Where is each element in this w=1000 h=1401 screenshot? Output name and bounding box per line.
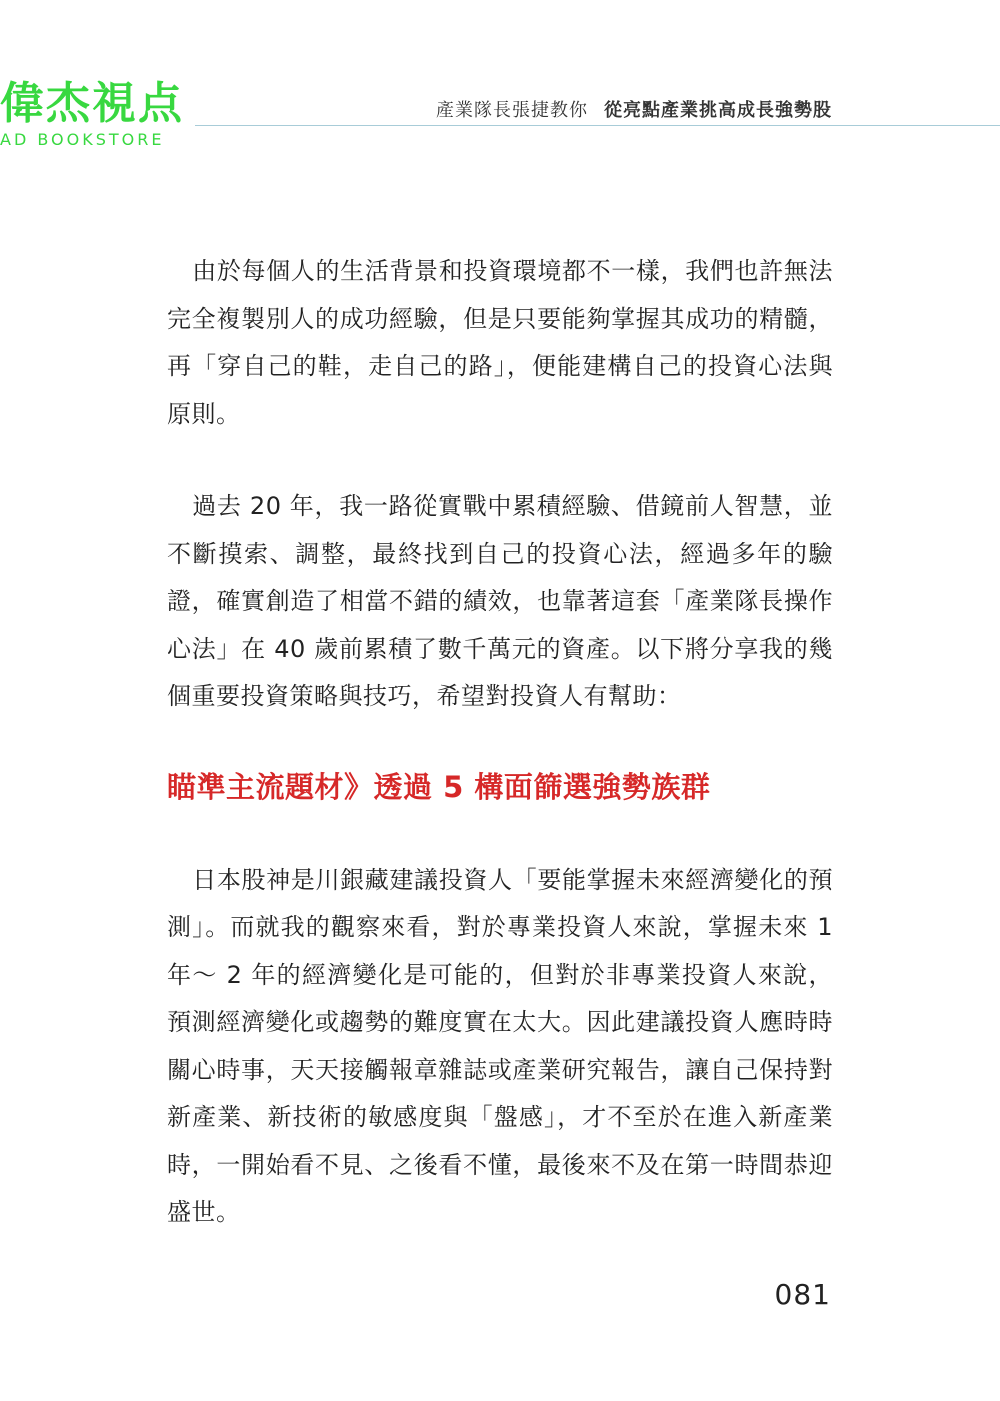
book-title: 產業隊長張捷教你	[436, 100, 588, 121]
body-paragraph-3: 日本股神是川銀藏建議投資人「要能掌握未來經濟變化的預測」。而就我的觀察來看，對於專業投資人來說，掌握未來 1 年～ 2 年的經濟變化是可能的，但對於非專業投資人來說，預測經濟變化或趨勢的難度實在太大。因此建議投資人應時時關心時事，天天接觸報章雜誌或產業研究報告，讓自己保持對新產業、新技術的敏感度與「盤感」，才不至於在進入新產業時，一開始看不見、之後看不懂，最後來不及在第一時間恭迎盛世。	[167, 865, 833, 1226]
body-paragraph-2: 過去 20 年，我一路從實戰中累積經驗、借鏡前人智慧，並不斷摸索、調整，最終找到自己的投資心法，經過多年的驗證，確實創造了相當不錯的績效，也靠著這套「產業隊長操作心法」在 40 歲前累積了數千萬元的資產。以下將分享我的幾個重要投資策略與技巧，希望對投資人有幫助：	[167, 492, 833, 710]
section-heading: 瞄準主流題材》透過 5 構面篩選強勢族群	[167, 769, 711, 804]
publisher-logo	[0, 78, 200, 150]
body-paragraph-1: 由於每個人的生活背景和投資環境都不一樣，我們也許無法完全複製別人的成功經驗，但是只要能夠掌握其成功的精髓，再「穿自己的鞋，走自己的路」，便能建構自己的投資心法與原則。	[167, 257, 833, 428]
page-number: 081	[774, 1278, 831, 1311]
logo-subtitle: AD BOOKSTORE	[0, 130, 165, 149]
chapter-title: 從亮點產業挑高成長強勢股	[604, 100, 832, 121]
header-divider	[195, 125, 1000, 126]
paragraph-spacer	[167, 438, 833, 483]
running-header	[436, 96, 832, 122]
logo-wordmark: 偉杰視点	[0, 78, 184, 129]
page-body	[167, 248, 833, 1237]
